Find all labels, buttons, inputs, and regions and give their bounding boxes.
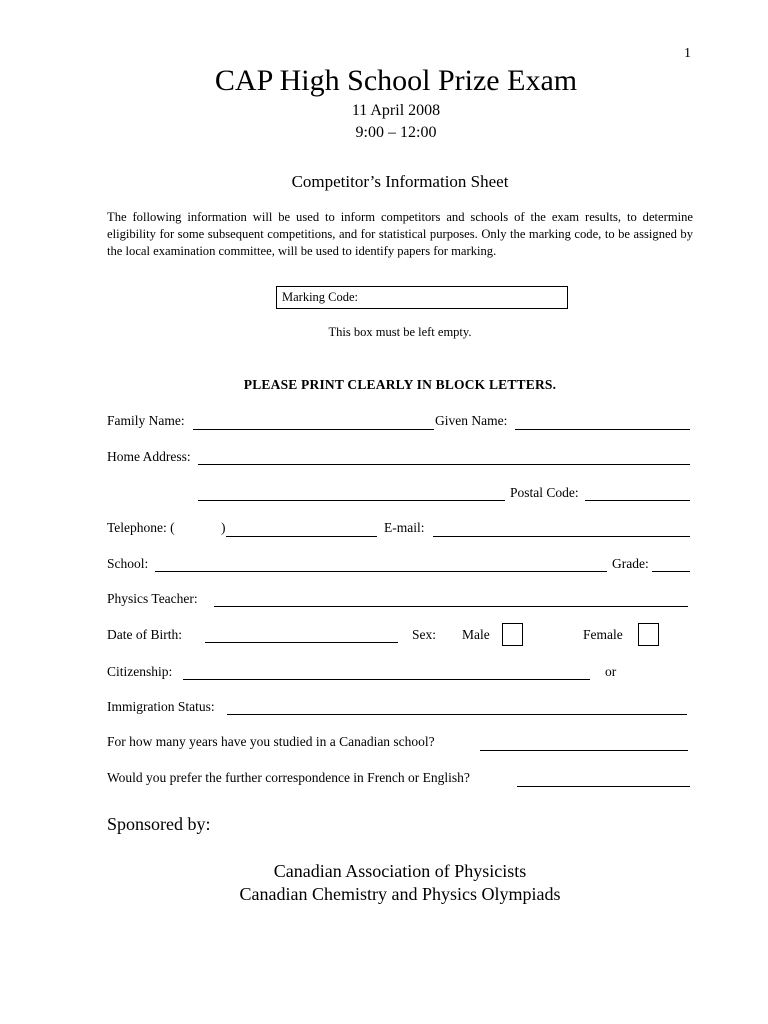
male-checkbox[interactable] — [502, 623, 523, 646]
telephone-field[interactable] — [226, 536, 377, 537]
immigration-status-label: Immigration Status: — [107, 699, 215, 714]
physics-teacher-field[interactable] — [214, 606, 688, 607]
male-label: Male — [462, 627, 490, 642]
female-label: Female — [583, 627, 623, 642]
exam-date: 11 April 2008 — [351, 102, 441, 119]
grade-label: Grade: — [612, 556, 649, 571]
citizenship-label: Citizenship: — [107, 664, 173, 679]
sex-label: Sex: — [412, 627, 437, 642]
exam-time: 9:00 – 12:00 — [355, 124, 437, 141]
school-field[interactable] — [155, 571, 607, 572]
grade-field[interactable] — [652, 571, 690, 572]
marking-code-box — [276, 286, 568, 309]
home-address-field[interactable] — [198, 464, 690, 465]
given-name-label: Given Name: — [435, 413, 508, 428]
language-question-label: Would you prefer the further correspondence in French or English? — [107, 770, 470, 785]
intro-paragraph: The following information will be used to inform competitors and schools of the exam results, to determine eligibility for some subsequent competitions, and for statistical purposes. Only the marking code, to be assigned by the local examination committee, will be used to identify papers for marking. — [107, 210, 693, 258]
sponsor-item: Canadian Association of Physicists — [273, 861, 527, 881]
female-checkbox[interactable] — [638, 623, 659, 646]
email-field[interactable] — [433, 536, 690, 537]
telephone-close-paren: ) — [221, 520, 226, 535]
years-field[interactable] — [480, 750, 688, 751]
marking-code-label: Marking Code: — [282, 290, 359, 304]
exam-title: CAP High School Prize Exam — [214, 64, 578, 97]
telephone-label: Telephone: ( — [107, 520, 175, 535]
family-name-label: Family Name: — [107, 413, 185, 428]
print-instruction: PLEASE PRINT CLEARLY IN BLOCK LETTERS. — [243, 377, 557, 392]
date-of-birth-field[interactable] — [205, 642, 398, 643]
postal-code-field[interactable] — [585, 500, 690, 501]
school-label: School: — [107, 556, 149, 571]
postal-code-label: Postal Code: — [510, 485, 579, 500]
years-question-label: For how many years have you studied in a Canadian school? — [107, 734, 435, 749]
date-of-birth-label: Date of Birth: — [107, 627, 182, 642]
marking-box-note: This box must be left empty. — [328, 325, 472, 339]
physics-teacher-label: Physics Teacher: — [107, 591, 198, 606]
or-label: or — [605, 664, 617, 679]
language-field[interactable] — [517, 786, 690, 787]
email-label: E-mail: — [384, 520, 425, 535]
immigration-status-field[interactable] — [227, 714, 687, 715]
citizenship-field[interactable] — [183, 679, 590, 680]
home-address-line2-field[interactable] — [198, 500, 505, 501]
sheet-title: Competitor’s Information Sheet — [291, 172, 509, 191]
sponsor-item: Canadian Chemistry and Physics Olympiads — [239, 884, 561, 904]
page-number: 1 — [684, 46, 691, 61]
sponsored-by-heading: Sponsored by: — [107, 814, 211, 834]
family-name-field[interactable] — [193, 429, 434, 430]
home-address-label: Home Address: — [107, 449, 191, 464]
given-name-field[interactable] — [515, 429, 690, 430]
